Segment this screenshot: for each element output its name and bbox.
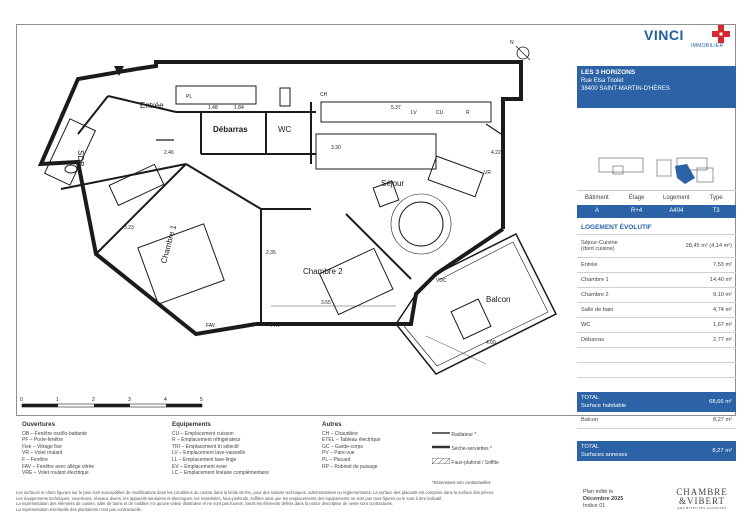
dim-8: 4.22 xyxy=(491,150,501,156)
total-sublabel: Surface habitable xyxy=(581,403,627,409)
dim-6: 3.65 xyxy=(321,300,331,306)
surface-name: Chambre 2 xyxy=(581,292,609,298)
legend-item: CH – Chaudière xyxy=(322,430,358,437)
scale-tick: 2 xyxy=(92,397,95,403)
rug xyxy=(391,194,451,254)
legend-item: RP – Robinet de puisage xyxy=(322,463,378,470)
legend-equipements xyxy=(172,422,269,477)
radiator-symbol-icon xyxy=(432,430,450,436)
project-name: LES 3 HORIZONS xyxy=(581,69,636,76)
surface-name: Salle de bain xyxy=(581,307,614,313)
location-plan xyxy=(577,108,736,190)
exterior-wall xyxy=(136,62,521,229)
legend-item: PV – Pare-vue xyxy=(322,450,355,457)
logo-sub: IMMOBILIER xyxy=(691,43,724,49)
room-wc: WC xyxy=(278,125,292,134)
surface-row xyxy=(577,234,736,257)
header-type: Type xyxy=(709,195,723,201)
legend-item: FAV – Fenêtre avec allège vitrée xyxy=(22,463,95,470)
dim-1: 1.48 xyxy=(208,105,218,111)
floor-plan xyxy=(16,24,576,416)
total-label: TOTAL xyxy=(581,395,600,401)
legend-item: VR – Volet roulant xyxy=(22,450,63,457)
dim-line xyxy=(426,336,486,364)
value-batiment: A xyxy=(594,208,599,214)
surface-row xyxy=(577,272,736,287)
legend-autres xyxy=(322,422,380,470)
legend-symbols xyxy=(432,430,499,487)
total-value: 8,27 m² xyxy=(712,448,732,454)
surface-value: 1,67 m² xyxy=(713,322,732,328)
room-sdb: SDB xyxy=(76,150,85,167)
surface-name: Séjour-Cuisine xyxy=(581,240,618,246)
room-chambre1: Chambre 1 xyxy=(159,223,179,265)
legend-title: Autres xyxy=(322,421,342,428)
exterior-wall-right xyxy=(256,229,503,324)
project-header xyxy=(577,66,736,108)
legend-item: PF – Porte-fenêtre xyxy=(22,437,64,444)
logo-word: VINCI xyxy=(644,27,684,43)
project-city: 38400 SAINT-MARTIN-D'HÈRES xyxy=(581,86,670,92)
legend-item: F – Fenêtre xyxy=(22,456,48,463)
total-label: TOTAL xyxy=(581,444,600,450)
dim-4: 2.46 xyxy=(164,150,174,156)
surface-value: 9,10 m² xyxy=(713,292,732,298)
room-balcon: Balcon xyxy=(486,295,511,304)
lot-highlight xyxy=(675,164,695,184)
legend-item: Fixe – Vitrage fixe xyxy=(22,443,62,450)
empty-row xyxy=(577,377,736,392)
balcony-table xyxy=(451,299,491,339)
mark-pl: PL xyxy=(186,94,193,100)
architect-line2: &VIBERT xyxy=(679,496,725,506)
scale-tick: 3 xyxy=(128,397,131,403)
legend-item: VRE – Volet roulant électrique xyxy=(22,470,89,477)
balcony-outline xyxy=(396,234,556,374)
legend-ouvertures xyxy=(22,422,94,477)
total-value: 68,66 m² xyxy=(709,399,732,405)
legend-item: EV – Emplacement évier xyxy=(172,463,228,470)
wall xyxy=(78,96,108,134)
location-plan-drawing xyxy=(577,108,736,190)
room-debarras: Débarras xyxy=(213,125,248,134)
legend-item: OB – Fenêtre oscillo-battante xyxy=(22,430,88,437)
surface-name: Débarras xyxy=(581,337,605,343)
surface-row xyxy=(577,317,736,332)
dim-3: 5.37 xyxy=(391,105,401,111)
surface-row-balcon xyxy=(577,412,736,428)
scale-bar-fill xyxy=(94,404,130,407)
disclaimer-line: La représentation éventuelle des plantations n'est pas contractuelle. xyxy=(16,506,143,512)
edition-date: Décembre 2025 xyxy=(583,496,624,502)
dim-2: 1.84 xyxy=(234,105,244,111)
dim-10: 4.00 xyxy=(486,340,496,346)
dining-table xyxy=(399,202,443,246)
legend-item: TRI – Emplacement tri sélectif xyxy=(172,443,239,450)
legend-title: Equipements xyxy=(172,421,211,428)
mark-lv: LV xyxy=(411,110,417,116)
surface-row xyxy=(577,332,736,347)
edition-line: Plan édité le xyxy=(583,489,614,495)
legend-item: LV – Emplacement lave-vaisselle xyxy=(172,450,246,457)
surface-row xyxy=(577,257,736,272)
scale-bar-fill xyxy=(22,404,58,407)
legend-item: GC – Garde-corps xyxy=(322,443,363,450)
scale-bar-fill xyxy=(166,404,202,407)
header-logement: Logement xyxy=(663,195,690,201)
legend-note: *Dimensions non contractuelles xyxy=(432,480,491,485)
legend-symbol: Faux-plafond / Soffite xyxy=(451,460,499,466)
legend-title: Ouvertures xyxy=(22,421,56,428)
bed-chambre1 xyxy=(138,224,224,304)
balcon-name: Balcon xyxy=(581,417,599,423)
legend-item: LC – Emplacement linéaire complémentaire xyxy=(172,470,269,477)
scale-tick: 0 xyxy=(20,397,23,403)
side-panel xyxy=(577,66,736,461)
surfaces-title: LOGEMENT ÉVOLUTIF xyxy=(581,224,652,231)
room-chambre2: Chambre 2 xyxy=(303,267,343,276)
surface-row xyxy=(577,287,736,302)
scale-tick: 4 xyxy=(164,397,167,403)
surface-sub: (dont cuisine) xyxy=(581,246,615,252)
towel-dryer-symbol-icon xyxy=(432,444,450,450)
legend-item: ETEL – Tableau électrique xyxy=(322,437,381,444)
legend-item: R – Emplacement réfrigérateur xyxy=(172,437,241,444)
surface-value: 7,53 m² xyxy=(713,262,732,268)
empty-row xyxy=(577,428,736,441)
edition-index: Indice 01 xyxy=(583,503,606,509)
balcony-inner xyxy=(404,242,548,366)
project-street: Rue Elsa Triolet xyxy=(581,78,624,84)
dim-9: 3.30 xyxy=(331,145,341,151)
info-values xyxy=(577,205,736,218)
wc-fixture xyxy=(280,88,290,106)
balcon-value: 8,27 m² xyxy=(713,417,732,423)
surface-name: WC xyxy=(581,322,591,328)
north-label: N xyxy=(510,40,514,46)
header-etage: Étage xyxy=(628,195,645,201)
kitchen-island xyxy=(316,134,436,169)
mark-cu: CU xyxy=(436,110,444,116)
room-sejour: Séjour xyxy=(381,179,405,188)
surface-row xyxy=(577,302,736,317)
disclaimer-line: Les surfaces et côtes figurant sur le plan sont susceptibles de modifications dans les conditions du contrat dans la limite de 5%, pour des raisons techniques, administratives ou réglementaires. La surface des placards est comprise dans la surface des pièces. xyxy=(16,490,495,495)
faux-plafond-symbol-icon xyxy=(432,458,450,464)
disclaimer-line: Les équipements techniques, ouvertures, réseaux divers, les appareils sanitaires et électriques, les retombées, faux-plafonds, soffites ainsi que les emplacements des équipements ne sont pas tous figurés ou le sont à titre indicatif. xyxy=(16,495,443,501)
legend-symbol: Radiateur * xyxy=(451,432,477,438)
mark-r: R xyxy=(466,110,470,116)
surface-value: 28,45 m² (4,14 m²) xyxy=(685,243,732,249)
legend-symbol: Sèche-serviettes * xyxy=(451,446,492,452)
surface-value: 4,74 m² xyxy=(713,307,732,313)
mark-vdc: VDC xyxy=(436,278,447,284)
legend-item: PL – Placard xyxy=(322,456,351,463)
empty-row xyxy=(577,347,736,362)
value-type: T3 xyxy=(712,208,720,214)
value-etage: R+4 xyxy=(631,208,643,214)
total-sublabel: Surfaces annexes xyxy=(581,452,628,458)
architect-line1: CHAMBRE xyxy=(676,487,728,497)
total-annexes xyxy=(577,441,736,461)
dim-5: 3.23 xyxy=(124,225,134,231)
scale-tick: 5 xyxy=(200,397,203,403)
logo-cross-icon xyxy=(712,25,730,43)
architect-line3: ARCHITECTES ASSOCIÉS xyxy=(677,506,727,510)
legend-item: CU – Emplacement cuisson xyxy=(172,430,234,437)
sink xyxy=(65,165,77,173)
mark-ch: CH xyxy=(320,92,328,98)
bathtub xyxy=(45,119,96,185)
dim-7: 2.35 xyxy=(266,250,276,256)
mark-fav-2: FAV xyxy=(271,323,281,329)
surface-value: 2,77 m² xyxy=(713,337,732,343)
vinci-logo xyxy=(644,24,736,50)
empty-row xyxy=(577,362,736,377)
disclaimer xyxy=(16,490,576,512)
wall xyxy=(186,164,261,209)
scale-tick: 1 xyxy=(56,397,59,403)
room-entree: Entrée xyxy=(140,101,164,110)
compass-needle xyxy=(516,46,530,60)
radiator xyxy=(486,124,501,134)
header-batiment: Bâtiment xyxy=(585,195,609,201)
architect-logo xyxy=(664,488,740,511)
surface-value: 14,40 m² xyxy=(709,277,732,283)
value-logement: A404 xyxy=(669,208,684,214)
edition-info xyxy=(583,489,623,510)
info-headers xyxy=(577,190,736,205)
surface-name: Entrée xyxy=(581,262,598,268)
mark-fav: FAV xyxy=(206,323,216,329)
legend-item: LL – Emplacement lave-linge xyxy=(172,456,237,463)
total-habitable xyxy=(577,392,736,412)
disclaimer-line: La représentation des éléments de cuisine, salle de bains et de mobilier n'a qu'une valeur illustrative et ne sont pas fournis. Seuls les éléments définis dans la notice descriptive de vente sont contractuels. xyxy=(16,501,393,507)
mark-vr: VR xyxy=(484,170,491,176)
surface-name: Chambre 1 xyxy=(581,277,609,283)
